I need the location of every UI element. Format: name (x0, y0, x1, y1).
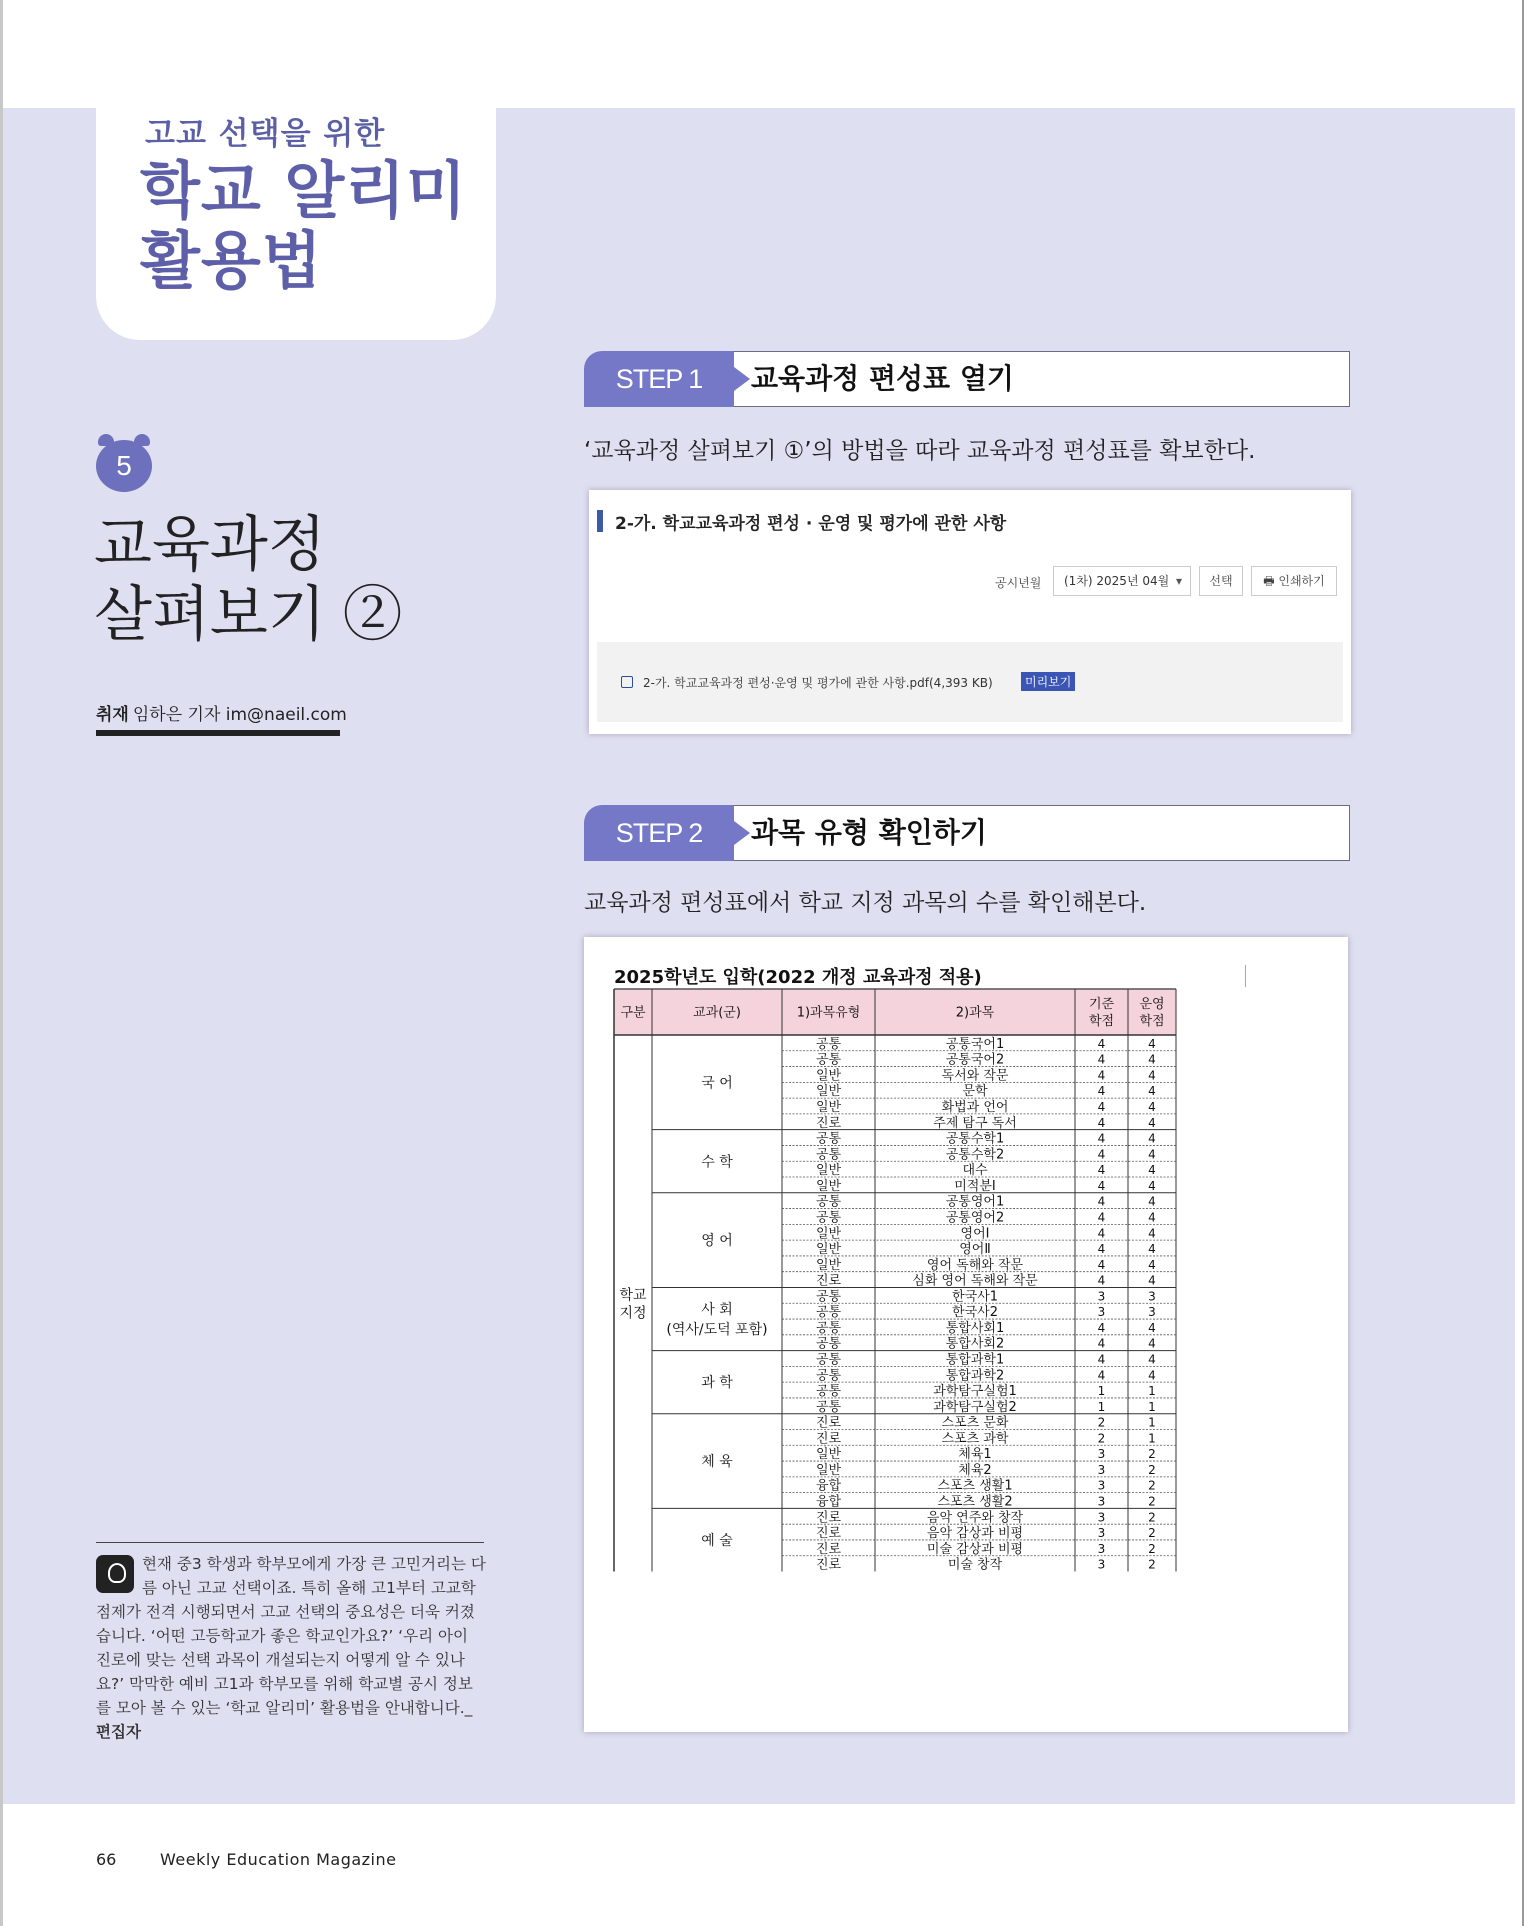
base-credit-cell: 4 (1097, 1273, 1106, 1288)
operated-credit-cell: 4 (1148, 1084, 1156, 1099)
subject-type-cell: 공통 (815, 1305, 842, 1321)
operated-credit-cell: 4 (1148, 1115, 1156, 1130)
subject-name-cell: 공통영어2 (945, 1210, 1005, 1226)
base-credit-cell: 3 (1097, 1510, 1106, 1525)
operated-credit-cell: 2 (1148, 1526, 1156, 1541)
base-credit-cell: 3 (1097, 1305, 1106, 1320)
operated-credit-cell: 4 (1148, 1036, 1156, 1051)
base-credit-cell: 4 (1097, 1100, 1106, 1115)
table-header-cell: 구분 (620, 1005, 646, 1021)
subject-type-cell: 진로 (815, 1273, 842, 1289)
page-number: 66 (96, 1850, 117, 1869)
table-title: 2025학년도 입학(2022 개정 교육과정 적용) (614, 967, 982, 988)
base-credit-cell: 1 (1097, 1399, 1106, 1414)
section-number: 5 (96, 440, 152, 492)
operated-credit-cell: 4 (1148, 1257, 1156, 1272)
subject-type-cell: 일반 (815, 1242, 842, 1258)
subject-group-label: (역사/도덕 포함) (666, 1322, 768, 1339)
operated-credit-cell: 4 (1148, 1336, 1156, 1351)
base-credit-cell: 4 (1097, 1242, 1106, 1257)
subject-name-cell: 문학 (962, 1084, 988, 1100)
operated-credit-cell: 4 (1148, 1178, 1156, 1193)
base-credit-cell: 3 (1097, 1478, 1106, 1493)
operated-credit-cell: 4 (1148, 1242, 1156, 1257)
subject-name-cell: 한국사1 (952, 1289, 998, 1305)
subject-name-cell: 주제 탐구 독서 (933, 1115, 1017, 1131)
subject-type-cell: 공통 (815, 1352, 842, 1368)
subject-type-cell: 공통 (815, 1036, 842, 1052)
step1-description: ‘교육과정 살펴보기 ①’의 방법을 따라 교육과정 편성표를 확보한다. (584, 438, 1256, 464)
subject-type-cell: 공통 (815, 1131, 842, 1147)
step1-header (584, 351, 1350, 407)
base-credit-cell: 4 (1097, 1320, 1106, 1335)
operated-credit-cell: 1 (1148, 1384, 1156, 1399)
base-credit-cell: 3 (1097, 1557, 1106, 1572)
operated-credit-cell: 4 (1148, 1147, 1156, 1162)
operated-credit-cell: 1 (1148, 1431, 1156, 1446)
subject-type-cell: 일반 (815, 1100, 842, 1116)
attachment-file-name[interactable]: 2-가. 학교교육과정 편성·운영 및 평가에 관한 사항.pdf(4,393 KB) (643, 676, 993, 690)
subject-group-label: 영 어 (701, 1233, 733, 1250)
subject-name-cell: 심화 영어 독해와 작문 (912, 1273, 1038, 1289)
subject-type-cell: 일반 (815, 1447, 842, 1463)
subject-name-cell: 통합사회1 (945, 1320, 1005, 1336)
base-credit-cell: 3 (1097, 1494, 1106, 1509)
operated-credit-cell: 4 (1148, 1273, 1156, 1288)
base-credit-cell: 3 (1097, 1289, 1106, 1304)
base-credit-cell: 4 (1097, 1036, 1106, 1051)
operated-credit-cell: 4 (1148, 1100, 1156, 1115)
alarm-clock-icon (96, 432, 152, 492)
subject-type-cell: 융합 (815, 1478, 842, 1494)
subject-group-label: 국 어 (701, 1075, 733, 1092)
subject-name-cell: 공통수학2 (945, 1147, 1005, 1163)
subject-type-cell: 진로 (815, 1115, 842, 1131)
operated-credit-cell: 4 (1148, 1052, 1156, 1067)
step2-title: 과목 유형 확인하기 (720, 805, 1350, 861)
base-credit-cell: 4 (1097, 1163, 1106, 1178)
operated-credit-cell: 2 (1148, 1447, 1156, 1462)
base-credit-cell: 4 (1097, 1178, 1106, 1193)
base-credit-cell: 3 (1097, 1447, 1106, 1462)
subject-type-cell: 진로 (815, 1415, 842, 1431)
subject-name-cell: 음악 감상과 비평 (926, 1526, 1024, 1542)
byline-label: 취재 (96, 705, 129, 725)
base-credit-cell: 2 (1097, 1431, 1106, 1446)
base-credit-cell: 2 (1097, 1415, 1106, 1430)
disclosure-date-label: 공시년월 (995, 576, 1042, 590)
subject-name-cell: 공통수학1 (945, 1131, 1005, 1147)
subject-type-cell: 진로 (815, 1526, 842, 1542)
base-credit-cell: 3 (1097, 1541, 1106, 1556)
subject-name-cell: 스포츠 과학 (941, 1431, 1009, 1447)
subject-type-cell: 일반 (815, 1163, 842, 1179)
subject-type-cell: 일반 (815, 1257, 842, 1273)
subject-name-cell: 스포츠 문화 (941, 1415, 1009, 1431)
subject-name-cell: 미술 창작 (947, 1557, 1003, 1573)
table-header-cell: 교과(군) (693, 1005, 741, 1021)
attachment-box (597, 642, 1343, 722)
subject-group-label: 과 학 (701, 1375, 733, 1392)
subject-name-cell: 통합과학1 (945, 1352, 1005, 1368)
subject-name-cell: 스포츠 생활2 (937, 1494, 1013, 1510)
select-button[interactable]: 선택 (1199, 566, 1243, 596)
subject-type-cell: 공통 (815, 1384, 842, 1400)
subject-type-cell: 일반 (815, 1068, 842, 1084)
operated-credit-cell: 2 (1148, 1510, 1156, 1525)
subject-type-cell: 진로 (815, 1431, 842, 1447)
subject-type-cell: 공통 (815, 1368, 842, 1384)
subject-name-cell: 통합과학2 (945, 1368, 1005, 1384)
table-header-cell: 2)과목 (955, 1005, 995, 1021)
operated-credit-cell: 4 (1148, 1131, 1156, 1146)
operated-credit-cell: 2 (1148, 1478, 1156, 1493)
subject-name-cell: 스포츠 생활1 (937, 1478, 1013, 1494)
subject-type-cell: 공통 (815, 1194, 842, 1210)
base-credit-cell: 4 (1097, 1226, 1106, 1241)
byline-text: 임하은 기자 im@naeil.com (132, 705, 347, 725)
subject-group-label: 체 육 (701, 1454, 733, 1471)
base-credit-cell: 4 (1097, 1194, 1106, 1209)
subject-type-cell: 공통 (815, 1320, 842, 1336)
subject-name-cell: 대수 (962, 1163, 988, 1179)
page-edge-right (1522, 0, 1530, 1926)
subject-group-label: 예 술 (701, 1533, 733, 1549)
lightbulb-icon (96, 1555, 134, 1593)
division-label: 학교 (619, 1287, 647, 1304)
operated-credit-cell: 2 (1148, 1541, 1156, 1556)
subject-name-cell: 화법과 언어 (941, 1100, 1009, 1116)
base-credit-cell: 4 (1097, 1084, 1106, 1099)
operated-credit-cell: 4 (1148, 1210, 1156, 1225)
intro-divider (96, 1542, 484, 1543)
subject-name-cell: 영어 독해와 작문 (926, 1257, 1024, 1273)
step2-header (584, 805, 1350, 861)
intro-signature: 편집자 (96, 1723, 141, 1741)
step2-description: 교육과정 편성표에서 학교 지정 과목의 수를 확인해본다. (584, 890, 1147, 916)
base-credit-cell: 4 (1097, 1368, 1106, 1383)
table-header-cell: 학점 (1139, 1014, 1165, 1030)
subject-type-cell: 일반 (815, 1462, 842, 1478)
base-credit-cell: 4 (1097, 1352, 1106, 1367)
base-credit-cell: 3 (1097, 1462, 1106, 1477)
step1-title: 교육과정 편성표 열기 (720, 351, 1350, 407)
series-title-line1: 학교 알리미 (140, 154, 468, 227)
subject-type-cell: 진로 (815, 1557, 842, 1573)
file-icon (621, 676, 633, 688)
subject-name-cell: 과학탐구실험1 (933, 1384, 1017, 1400)
subject-group-label: 사 회 (701, 1302, 733, 1319)
subject-name-cell: 한국사2 (952, 1305, 998, 1321)
subject-type-cell: 일반 (815, 1178, 842, 1194)
subject-name-cell: 통합사회2 (945, 1336, 1005, 1352)
base-credit-cell: 4 (1097, 1052, 1106, 1067)
step2-label: STEP 2 (584, 805, 734, 861)
subject-type-cell: 공통 (815, 1147, 842, 1163)
base-credit-cell: 4 (1097, 1131, 1106, 1146)
table-header-cell: 학점 (1088, 1014, 1115, 1030)
base-credit-cell: 4 (1097, 1257, 1106, 1272)
operated-credit-cell: 4 (1148, 1368, 1156, 1383)
print-button[interactable]: 🖶 인쇄하기 (1251, 566, 1337, 596)
operated-credit-cell: 2 (1148, 1557, 1156, 1572)
subject-name-cell: 공통국어1 (945, 1036, 1005, 1052)
operated-credit-cell: 4 (1148, 1163, 1156, 1178)
section-title-line2: 살펴보기 ② (94, 581, 403, 648)
table-header-cell: 운영 (1139, 997, 1165, 1013)
subject-type-cell: 공통 (815, 1210, 842, 1226)
subject-type-cell: 공통 (815, 1399, 842, 1415)
operated-credit-cell: 1 (1148, 1399, 1156, 1414)
operated-credit-cell: 2 (1148, 1462, 1156, 1477)
operated-credit-cell: 1 (1148, 1415, 1156, 1430)
subject-name-cell: 미적분Ⅰ (954, 1178, 996, 1194)
subject-name-cell: 공통영어1 (945, 1194, 1005, 1210)
operated-credit-cell: 4 (1148, 1194, 1156, 1209)
disclosure-date-select[interactable]: (1차) 2025년 04월 ▾ (1053, 566, 1191, 596)
subject-type-cell: 진로 (815, 1541, 842, 1557)
step1-label: STEP 1 (584, 351, 734, 407)
base-credit-cell: 4 (1097, 1068, 1106, 1083)
byline-underline (96, 730, 340, 736)
subject-name-cell: 공통국어2 (945, 1052, 1005, 1068)
operated-credit-cell: 3 (1148, 1305, 1156, 1320)
subject-type-cell: 공통 (815, 1289, 842, 1305)
section-title-line1: 교육과정 (94, 511, 326, 578)
operated-credit-cell: 3 (1148, 1289, 1156, 1304)
subject-name-cell: 체육2 (958, 1462, 992, 1478)
preview-button[interactable]: 미리보기 (1021, 672, 1075, 691)
base-credit-cell: 4 (1097, 1210, 1106, 1225)
subject-type-cell: 일반 (815, 1084, 842, 1100)
subject-type-cell: 공통 (815, 1336, 842, 1352)
magazine-name: Weekly Education Magazine (160, 1850, 397, 1869)
operated-credit-cell: 2 (1148, 1494, 1156, 1509)
subject-name-cell: 영어Ⅱ (959, 1242, 991, 1258)
division-label: 지정 (619, 1305, 647, 1322)
subject-name-cell: 영어Ⅰ (960, 1226, 990, 1242)
subject-name-cell: 독서와 작문 (941, 1068, 1009, 1084)
base-credit-cell: 1 (1097, 1384, 1106, 1399)
school-info-screenshot (589, 490, 1351, 734)
series-title-line2: 활용법 (140, 224, 323, 297)
operated-credit-cell: 4 (1148, 1320, 1156, 1335)
byline (96, 700, 347, 725)
subject-type-cell: 공통 (815, 1052, 842, 1068)
base-credit-cell: 4 (1097, 1336, 1106, 1351)
curriculum-table-screenshot (584, 937, 1348, 1732)
heading-marker (597, 510, 603, 532)
section-title (94, 510, 403, 650)
series-kicker: 고교 선택을 위한 (145, 116, 386, 152)
subject-name-cell: 미술 감상과 비평 (926, 1541, 1024, 1557)
subject-name-cell: 음악 연주와 창작 (926, 1510, 1024, 1526)
subject-name-cell: 과학탐구실험2 (933, 1399, 1017, 1415)
subject-name-cell: 체육1 (958, 1447, 992, 1463)
subject-type-cell: 일반 (815, 1226, 842, 1242)
subject-group-label: 수 학 (701, 1154, 733, 1171)
table-header-cell: 기준 (1088, 997, 1115, 1013)
curriculum-table (584, 937, 1348, 1732)
intro-paragraph (96, 1552, 486, 1744)
table-header-cell: 1)과목유형 (796, 1005, 861, 1021)
subject-type-cell: 진로 (815, 1510, 842, 1526)
operated-credit-cell: 4 (1148, 1352, 1156, 1367)
operated-credit-cell: 4 (1148, 1226, 1156, 1241)
base-credit-cell: 4 (1097, 1115, 1106, 1130)
screenshot-heading: 2-가. 학교교육과정 편성 · 운영 및 평가에 관한 사항 (615, 514, 1007, 534)
base-credit-cell: 4 (1097, 1147, 1106, 1162)
intro-text: 현재 중3 학생과 학부모에게 가장 큰 고민거리는 다름 아닌 고교 선택이죠. 특히 올해 고1부터 고교학점제가 전격 시행되면서 고교 선택의 중요성은 더욱 커졌습니다. ‘어떤 고등학교가 좋은 학교인가요?’ ‘우리 아이 진로에 맞는 선택 과목이 개설되는지 어떻게 알 수 있나요?’ 막막한 예비 고1과 학부모를 위해 학교별 공시 정보를 모아 볼 수 있는 ‘학교 알리미’ 활용법을 안내합니다._ (96, 1555, 486, 1717)
base-credit-cell: 3 (1097, 1526, 1106, 1541)
subject-type-cell: 융합 (815, 1494, 842, 1510)
operated-credit-cell: 4 (1148, 1068, 1156, 1083)
